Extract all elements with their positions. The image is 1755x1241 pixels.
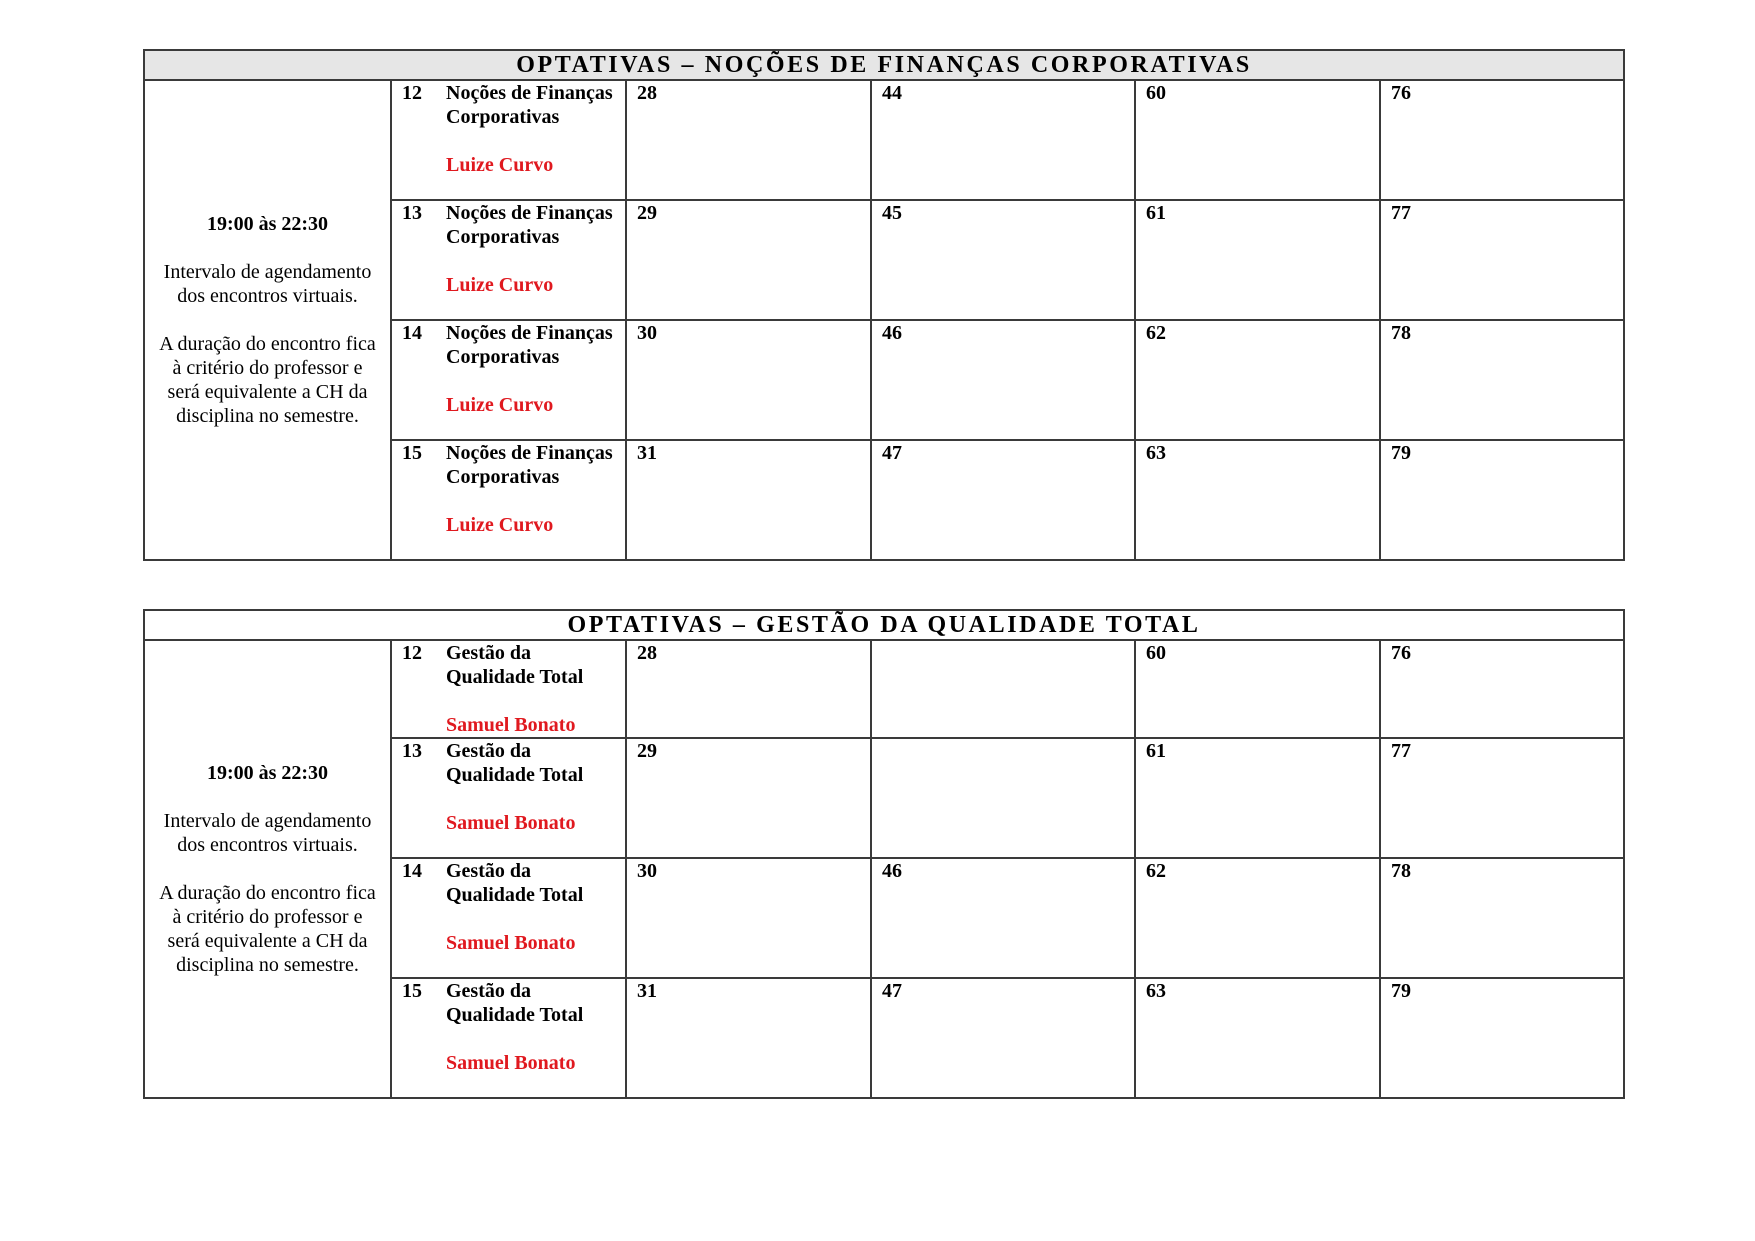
number-cell	[871, 640, 1135, 738]
table-row	[144, 640, 1624, 738]
teacher-name: Samuel Bonato	[446, 1052, 576, 1074]
time-range: 19:00 às 22:30	[206, 213, 329, 235]
course-name: Noções de Finanças Corporativas	[446, 202, 613, 248]
table-title: OPTATIVAS – GESTÃO DA QUALIDADE TOTAL	[144, 610, 1624, 640]
course-number: 12	[402, 642, 422, 664]
number-cell: 62	[1135, 320, 1380, 440]
number-cell: 29	[626, 200, 871, 320]
teacher-name: Luize Curvo	[446, 154, 554, 176]
number-cell: 30	[626, 320, 871, 440]
number-cell: 30	[626, 858, 871, 978]
teacher-name: Luize Curvo	[446, 274, 554, 296]
duration-note: A duração do encontro fica à critério do professor e será equivalente a CH da disciplina no semestre.	[159, 882, 376, 976]
number-cell: 76	[1380, 80, 1624, 200]
number-cell: 79	[1380, 440, 1624, 560]
number-cell: 28	[626, 80, 871, 200]
number-cell: 77	[1380, 200, 1624, 320]
course-name: Noções de Finanças Corporativas	[446, 442, 613, 488]
course-cell	[391, 440, 626, 560]
number-cell: 63	[1135, 440, 1380, 560]
time-range: 19:00 às 22:30	[206, 762, 329, 784]
teacher-name: Luize Curvo	[446, 514, 554, 536]
number-cell: 78	[1380, 858, 1624, 978]
teacher-name: Luize Curvo	[446, 394, 554, 416]
teacher-name: Samuel Bonato	[446, 932, 576, 954]
schedule-table-qualidade	[143, 609, 1625, 1099]
course-cell	[391, 738, 626, 858]
number-cell: 61	[1135, 738, 1380, 858]
schedule-table-financas	[143, 49, 1625, 561]
time-info-cell	[144, 80, 391, 560]
course-name: Noções de Finanças Corporativas	[446, 82, 613, 128]
number-cell: 46	[871, 320, 1135, 440]
number-cell: 46	[871, 858, 1135, 978]
number-cell: 31	[626, 440, 871, 560]
number-cell: 79	[1380, 978, 1624, 1098]
course-number: 13	[402, 202, 422, 224]
table-row	[144, 80, 1624, 200]
number-cell: 29	[626, 738, 871, 858]
course-name: Noções de Finanças Corporativas	[446, 322, 613, 368]
course-cell	[391, 200, 626, 320]
course-cell	[391, 320, 626, 440]
number-cell: 47	[871, 440, 1135, 560]
course-number: 15	[402, 980, 422, 1002]
course-name: Gestão da Qualidade Total	[446, 740, 584, 786]
duration-note: A duração do encontro fica à critério do professor e será equivalente a CH da disciplina no semestre.	[159, 333, 376, 427]
teacher-name: Samuel Bonato	[446, 812, 576, 834]
number-cell: 44	[871, 80, 1135, 200]
number-cell: 60	[1135, 640, 1380, 738]
course-number: 13	[402, 740, 422, 762]
course-number: 12	[402, 82, 422, 104]
course-number: 14	[402, 322, 422, 344]
number-cell: 78	[1380, 320, 1624, 440]
course-cell	[391, 80, 626, 200]
number-cell	[871, 738, 1135, 858]
schedule-note: Intervalo de agendamento dos encontros virtuais.	[163, 810, 372, 856]
course-cell	[391, 640, 626, 738]
number-cell: 31	[626, 978, 871, 1098]
table-title: OPTATIVAS – NOÇÕES DE FINANÇAS CORPORATIVAS	[144, 50, 1624, 80]
number-cell: 63	[1135, 978, 1380, 1098]
schedule-note: Intervalo de agendamento dos encontros virtuais.	[163, 261, 372, 307]
number-cell: 47	[871, 978, 1135, 1098]
number-cell: 45	[871, 200, 1135, 320]
number-cell: 62	[1135, 858, 1380, 978]
number-cell: 77	[1380, 738, 1624, 858]
number-cell: 60	[1135, 80, 1380, 200]
course-name: Gestão da Qualidade Total	[446, 980, 584, 1026]
number-cell: 61	[1135, 200, 1380, 320]
course-number: 14	[402, 860, 422, 882]
course-cell	[391, 858, 626, 978]
number-cell: 28	[626, 640, 871, 738]
course-cell	[391, 978, 626, 1098]
time-info-cell	[144, 640, 391, 1098]
course-name: Gestão da Qualidade Total	[446, 860, 584, 906]
teacher-name: Samuel Bonato	[446, 714, 576, 736]
course-name: Gestão da Qualidade Total	[446, 642, 584, 688]
number-cell: 76	[1380, 640, 1624, 738]
course-number: 15	[402, 442, 422, 464]
